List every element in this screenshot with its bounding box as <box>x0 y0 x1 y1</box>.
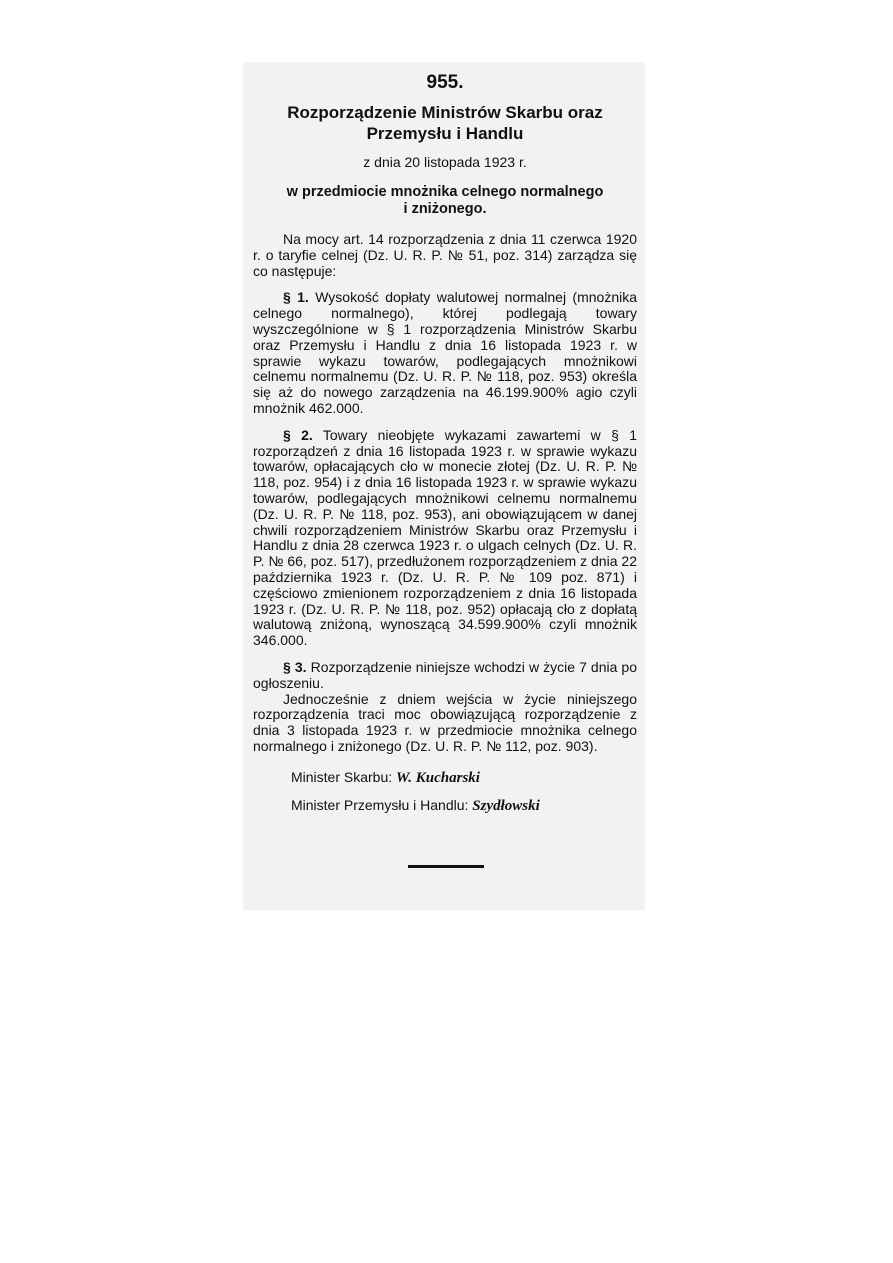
signature-name: Szydłowski <box>472 797 540 814</box>
closing-rule <box>408 865 484 868</box>
section-3-text: Rozporządzenie niniejsze wchodzi w życie 7 dnia po ogłoszeniu. <box>253 658 637 691</box>
section-2-text: Towary nieobjęte wykazami zawartemi w § 1 rozporządzeń z dnia 16 listopada 1923 r. w sprawie wykazu towarów, opłacających cło w monecie złotej (Dz. U. R. P. № 118, poz. 954) i z dnia 16 listopada 1923 r. w sprawie wykazu towarów, podlegających mnożnikowi celnemu normalnemu (Dz. U. R. P. № 118, poz. 953), ani obowiązującem w danej chwili rozporządzeniem Ministrów Skarbu oraz Przemysłu i Handlu z dnia 28 czerwca 1923 r. o ulgach celnych (Dz. U. R. P. № 66, poz. 517), przedłużonem rozporządzeniem z dnia 22 października 1923 r. (Dz. U. R. P. № 109 poz. 871) i częściowo zmienionem rozporządzeniem z dnia 16 listopada 1923 r. (Dz. U. R. P. № 118, poz. 952) opłacają cło z dopłatą walutową zniżoną, wynoszącą 34.599.900% czyli mnożnik 346.000. <box>253 426 637 649</box>
section-3-continuation: Jednocześnie z dniem wejścia w życie niniejszego rozporządzenia traci moc obowiązującą rozporządzenie z dnia 3 listopada 1923 r. w przedmiocie mnożnika celnego normalnego i zniżonego (Dz. U. R. P. № 112, poz. 903). <box>253 690 637 754</box>
subject-line-2: i zniżonego. <box>403 201 487 217</box>
section-2 <box>253 428 637 649</box>
title-line-2: Przemysłu i Handlu <box>366 124 524 143</box>
section-1 <box>253 290 637 416</box>
section-1-label: § 1. <box>283 289 309 306</box>
signature-finance-minister <box>291 769 637 787</box>
document-title <box>253 102 637 144</box>
section-3 <box>253 660 637 692</box>
title-line-1: Rozporządzenie Ministrów Skarbu oraz <box>287 103 603 122</box>
preamble: Na mocy art. 14 rozporządzenia z dnia 11 czerwca 1920 r. o taryfie celnej (Dz. U. R. P. № 51, poz. 314) zarządza się co następuje: <box>253 231 637 279</box>
signature-industry-minister <box>291 797 637 815</box>
subject-line-1: w przedmiocie mnożnika celnego normalnego <box>286 184 604 200</box>
section-3-label: § 3. <box>283 658 307 675</box>
signature-role: Minister Przemysłu i Handlu: <box>291 796 469 813</box>
section-1-text: Wysokość dopłaty walutowej normalnej (mnożnika celnego normalnego), której podlegają towary wyszczególnione w § 1 rozporządzenia Ministrów Skarbu oraz Przemysłu i Handlu z dnia 16 listopada 1923 r. w sprawie wykazu towarów, podlegających mnożnikowi celnemu normalnemu (Dz. U. R. P. № 118, poz. 953) określa się aż do nowego zarządzenia na 46.199.900% agio czyli mnożnik 462.000. <box>253 289 637 416</box>
document-body <box>253 72 637 815</box>
page-number: 955. <box>426 72 464 93</box>
document-subject <box>253 184 637 218</box>
signature-name: W. Kucharski <box>396 769 480 786</box>
document-date: z dnia 20 listopada 1923 r. <box>363 154 527 170</box>
signature-role: Minister Skarbu: <box>291 768 393 785</box>
section-2-label: § 2. <box>283 426 313 443</box>
